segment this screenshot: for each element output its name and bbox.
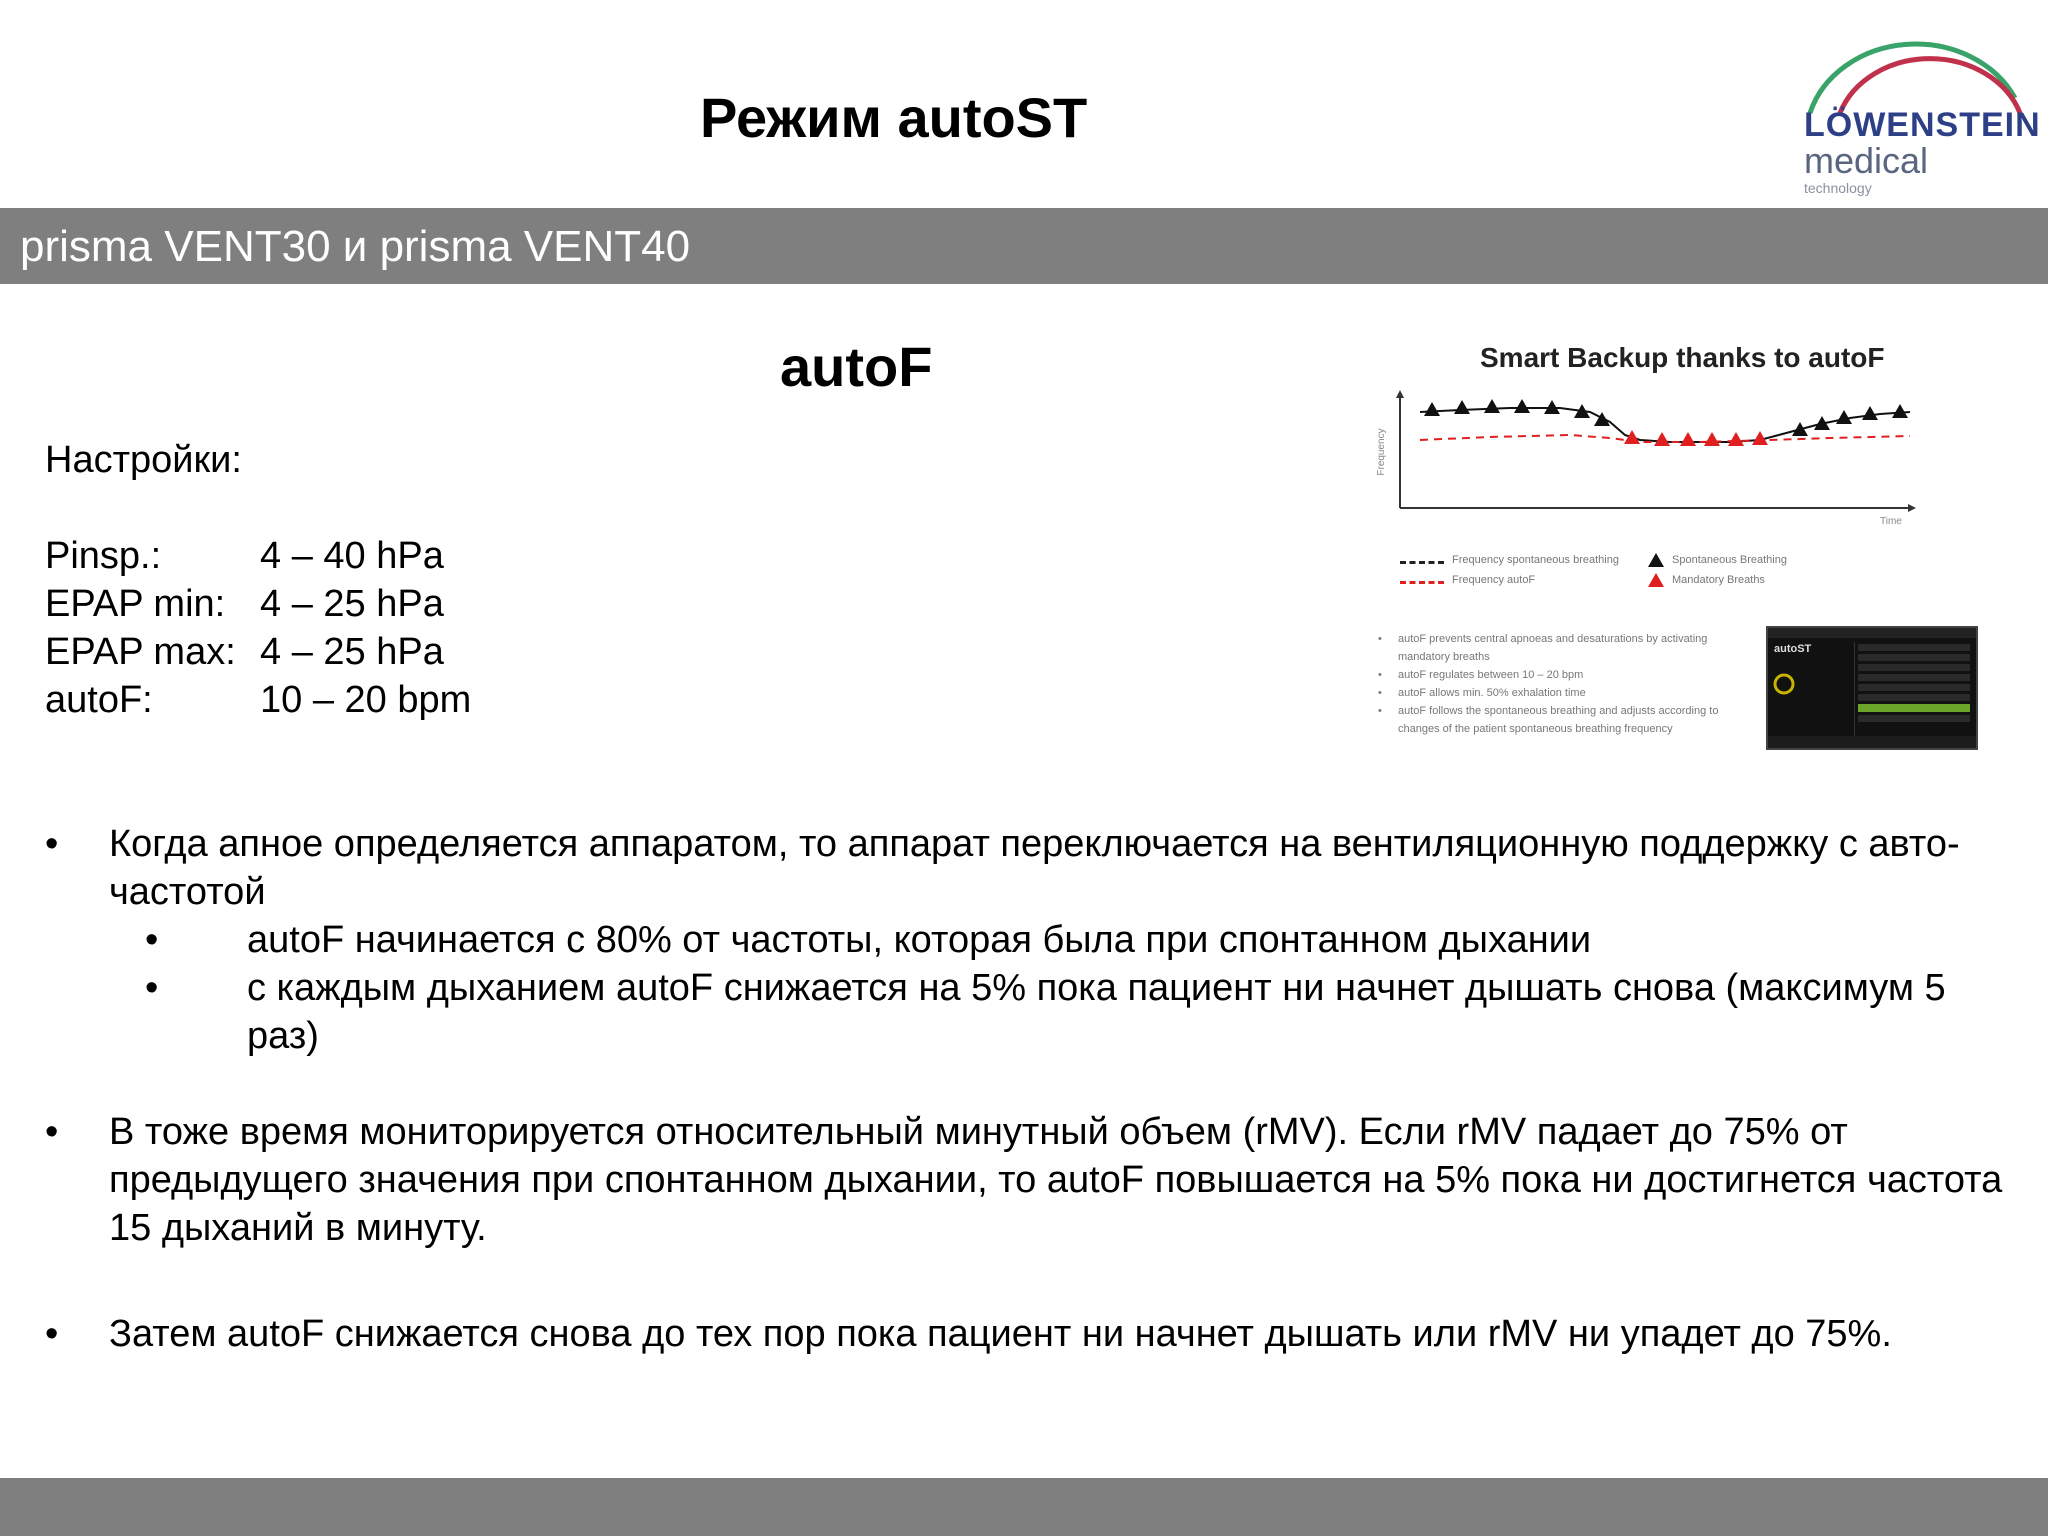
figure-note [1378,666,1748,684]
setting-value: 4 – 25 hPa [260,631,444,673]
mandatory-breath-marker [1728,432,1744,446]
bullet-mark: • [45,1313,59,1355]
figure-note-text: autoF allows min. 50% exhalation time [1398,687,1586,699]
bullet-mark: • [1378,633,1382,645]
legend-label: Frequency autoF [1452,574,1536,586]
spontaneous-breath-marker [1892,404,1908,418]
figure-note-text: autoF prevents central apnoeas and desaturations by activating mandatory breaths [1398,633,1708,663]
settings-heading: Настройки: [45,439,242,481]
figure-note-text: autoF regulates between 10 – 20 bpm [1398,669,1584,681]
bullet-list [45,820,2015,1358]
spontaneous-breath-marker [1862,406,1878,420]
logo-brand-text: LÖWENSTEIN [1804,106,2041,144]
setting-name: Pinsp.: [45,535,162,577]
bullet-mark: • [145,919,159,961]
spontaneous-breath-marker [1792,422,1808,436]
bullet-mark: • [1378,669,1382,681]
frequency-diagram [1370,390,1930,560]
list-item [45,1310,2015,1358]
settings-row [45,580,471,628]
slide-title: Режим autoST [700,86,1088,149]
legend-line-spont [1400,561,1444,564]
sub-bullet-text: autoF начинается с 80% от частоты, которая была при спонтанном дыхании [247,919,1592,961]
figure-legend [1400,552,1820,592]
mandatory-breath-marker [1680,432,1696,446]
triangle-icon [1648,573,1664,587]
legend-row [1400,552,1820,572]
settings-row [45,532,471,580]
device-screen-drawing [1768,628,1976,748]
setting-value: 4 – 40 hPa [260,535,444,577]
header-band [0,208,2048,284]
bullet-text: Затем autoF снижается снова до тех пор пока пациент ни начнет дышать или rMV ни упадет до 75%. [109,1313,1892,1355]
device-mode-label: autoST [1774,643,1812,655]
bullet-text: Когда апное определяется аппаратом, то аппарат переключается на вентиляционную поддержку с авто-частотой [109,823,1960,913]
legend-row [1400,572,1820,592]
device-screen-image [1766,626,1978,750]
bullet-mark: • [145,967,159,1009]
mandatory-breath-marker [1654,432,1670,446]
bullet-mark: • [1378,705,1382,717]
settings-row [45,676,471,724]
figure-note [1378,630,1748,666]
settings-block [45,436,471,724]
mandatory-breath-marker [1704,432,1720,446]
spontaneous-breath-marker [1484,399,1500,413]
sub-list [45,916,2015,1060]
legend-label: Mandatory Breaths [1672,574,1765,586]
y-axis-arrow-icon [1396,390,1404,398]
figure-notes [1378,630,1748,738]
logo-small-text: technology [1804,180,1872,196]
figure-note [1378,684,1748,702]
bullet-mark: • [45,1111,59,1153]
bullet-text: В тоже время мониторируется относительный минутный объем (rMV). Если rMV падает до 75% от предыдущего значения при спонтанном дыхании, то autoF повышается на 5% пока ни достигнется частота 15 дыханий в минуту. [109,1111,2003,1249]
sub-list-item [45,916,2015,964]
spontaneous-breath-marker [1514,399,1530,413]
logo-sub-text: medical [1804,140,1929,181]
header-band-text: prisma VENT30 и prisma VENT40 [20,222,691,271]
list-item [45,1108,2015,1252]
logo-arc-icon [1800,18,2030,118]
section-title: autoF [780,335,933,398]
legend-line-autof [1400,581,1444,584]
setting-name: EPAP max: [45,631,236,673]
company-logo [1790,18,2041,198]
footer-band [0,1478,2048,1536]
spontaneous-breath-marker [1836,410,1852,424]
spontaneous-breath-marker [1454,400,1470,414]
bullet-mark: • [45,823,59,865]
x-axis-label: Time [1880,516,1902,527]
spontaneous-breath-marker [1424,402,1440,416]
setting-name: EPAP min: [45,583,226,625]
fan-icon [1775,675,1793,693]
sub-bullet-text: с каждым дыханием autoF снижается на 5% пока пациент ни начнет дышать снова (максимум 5 раз) [247,967,1946,1057]
mandatory-breath-marker [1624,430,1640,444]
figure-note-text: autoF follows the spontaneous breathing and adjusts according to changes of the patient spontaneous breathing frequency [1398,705,1719,735]
x-axis-arrow-icon [1908,504,1916,512]
setting-name: autoF: [45,679,153,721]
bullet-mark: • [1378,687,1382,699]
legend-label: Spontaneous Breathing [1672,554,1787,566]
y-axis-label: Frequency [1376,428,1387,476]
setting-value: 4 – 25 hPa [260,583,444,625]
setting-value: 10 – 20 bpm [260,679,472,721]
triangle-icon [1648,553,1664,567]
legend-label: Frequency spontaneous breathing [1452,554,1619,566]
figure-title: Smart Backup thanks to autoF [1480,342,1885,373]
autof-figure [1370,330,1990,750]
sub-list-item [45,964,2015,1060]
figure-note [1378,702,1748,738]
settings-row [45,628,471,676]
list-item [45,820,2015,916]
